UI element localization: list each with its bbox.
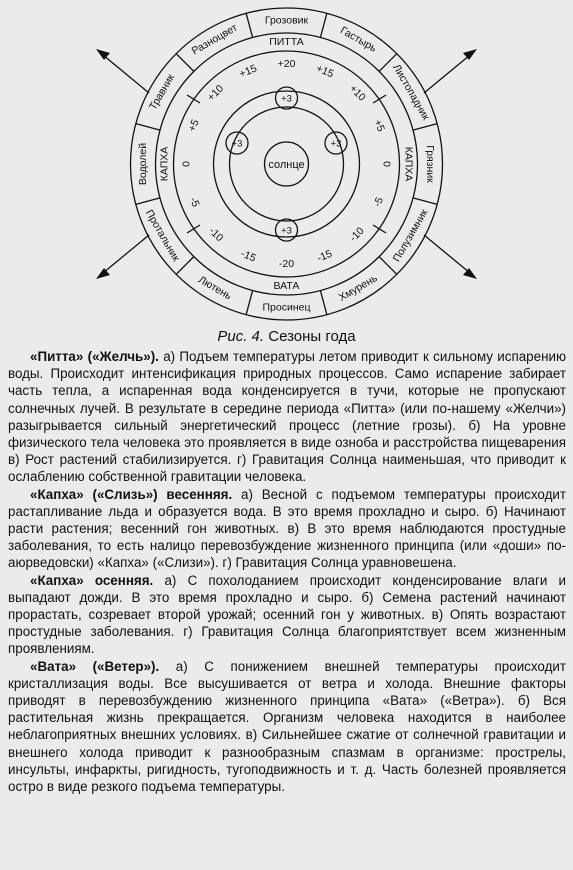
- month-label: Полузимник: [390, 207, 431, 265]
- month-separator: [320, 13, 326, 37]
- month-label: Листопадник: [390, 62, 432, 123]
- temperature-label: +20: [277, 57, 296, 70]
- paragraph-heading: «Капха» осенняя.: [30, 572, 154, 588]
- paragraph-heading: «Питта» («Желчь»).: [30, 349, 159, 364]
- paragraph-heading: «Капха» («Слизь») весенняя.: [30, 486, 233, 502]
- paragraph-text: а) С понижением внешней температуры происходит кристаллизация воды. Все высушивается от ветра и холода. Внешние факторы приводят в перевозбуждению жизненного принципа «Вата» («Ветра»). б) Вся растительная жизнь прекращается. Организм человека находится в наиболее неблагоприятных внешних условиях. в) Сильнейшее сжатие от солнечной гравитации и внешнего холода приводит к разнообразным спазмам в организме: прострелы, инсульты, инфаркты, ригидность, тугоподвижность и т. д. Часть болезней проявляется остро в виде резкого подъема температуры.: [8, 658, 566, 795]
- paragraph-pitta: [8, 348, 566, 486]
- seasons-diagram: [0, 0, 573, 330]
- temperature-label: -5: [186, 195, 202, 209]
- month-label: Травник: [147, 72, 178, 113]
- temperature-label: 0: [180, 161, 193, 167]
- planet-label: +3: [281, 225, 292, 237]
- paragraph-kapha-spring: [8, 486, 566, 572]
- temperature-label: +10: [346, 82, 368, 104]
- month-label: Грязник: [424, 145, 437, 183]
- figure-title: Сезоны года: [268, 328, 356, 345]
- planet-label: +3: [231, 138, 243, 150]
- month-separator: [413, 124, 437, 130]
- season-label: ПИТТА: [269, 35, 304, 48]
- article-body: [8, 348, 566, 795]
- planet-label: +3: [281, 93, 292, 105]
- paragraph-vata: [8, 658, 566, 796]
- month-separator: [246, 291, 252, 315]
- season-label: КАПХА: [402, 146, 415, 182]
- temperature-label: +15: [237, 62, 259, 81]
- temperature-label: -15: [239, 247, 258, 265]
- paragraph-text: а) С похолоданием происходит конденсирование влаги и выпадают дожди. В это время прохладно и сыро. б) Семена растений начинают прорастать, созревает второй урожай; осенний гон у животных. в) Опять возрастают простудные заболевания. г) Гравитация Солнца благоприятствует всем жизненным проявлениям.: [8, 572, 566, 657]
- temperature-label: +5: [186, 117, 202, 134]
- temperature-label: -15: [315, 247, 334, 265]
- month-label: Грозовик: [264, 14, 309, 27]
- month-separator: [176, 54, 194, 72]
- month-label: Гастырь: [338, 24, 379, 55]
- month-separator: [136, 198, 160, 204]
- temperature-label: -20: [278, 257, 295, 270]
- temperature-label: -10: [347, 224, 367, 245]
- paragraph-kapha-autumn: [8, 572, 566, 658]
- month-label: Хмурень: [336, 272, 380, 304]
- month-label: Просинец: [262, 301, 311, 314]
- figure-caption: [0, 328, 573, 345]
- temperature-label: +5: [371, 117, 387, 134]
- sun-label: солнце: [268, 159, 305, 171]
- paragraph-text: а) Весной с подъемом температуры происходит растапливание льда и образуется вода. В это время прохладно и сыро. б) Начинают расти растения; весенний гон животных. в) В это время наблюдаются простудные заболевания, то есть налицо перевозбуждение жизненного принципа (или «доши» по-аюрведовски) «Капха» («Слизи»). г) Гравитация Солнца уравновешена.: [8, 486, 566, 571]
- temperature-label: -5: [371, 195, 387, 209]
- month-separator: [136, 124, 160, 130]
- planet-label: +3: [330, 138, 342, 150]
- month-separator: [320, 291, 326, 315]
- temperature-label: +15: [314, 62, 336, 81]
- paragraph-text: а) Подъем температуры летом приводит к сильному испарению воды. Происходит интенсификация природных процессов. Само испарение забирает часть тепла, а испаренная вода конденсируется в тучи, которые не пропускают солнечных лучей. В результате в середине периода «Питта» (или по-нашему «Желчи») разыгрывается сильный энергетический процесс (летние грозы). б) На уровне физического тела человека это проявляется в виде озноба и расстройства пищеварения в) Рост растений стабилизируется. г) Гравитация Солнца наименьшая, что приводит к ослаблению собственной гравитации человека.: [8, 349, 566, 485]
- temperature-label: -10: [206, 224, 226, 245]
- seasons-wheel: [0, 0, 573, 330]
- season-label: ВАТА: [273, 279, 300, 292]
- month-label: Водолей: [136, 142, 149, 186]
- month-label: Лютень: [196, 273, 234, 303]
- season-label: КАПХА: [158, 146, 171, 182]
- figure-number: Рис. 4.: [217, 328, 265, 345]
- temperature-label: +10: [205, 82, 227, 104]
- paragraph-heading: «Вата» («Ветер»).: [30, 658, 160, 674]
- month-label: Протальник: [142, 207, 182, 264]
- temperature-label: 0: [380, 161, 393, 167]
- month-label: Разноцвет: [189, 21, 240, 58]
- month-separator: [246, 13, 252, 37]
- month-separator: [413, 198, 437, 204]
